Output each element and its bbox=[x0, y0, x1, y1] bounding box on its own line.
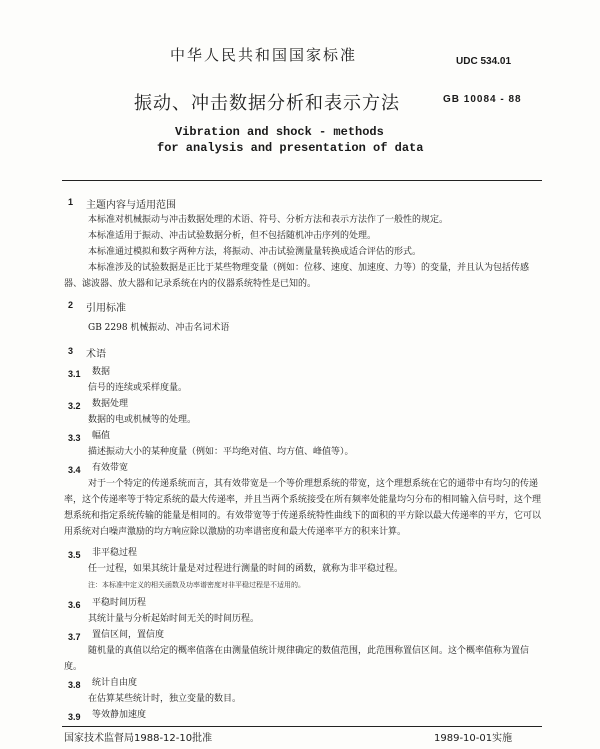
definition: 随机量的真值以给定的概率值落在由测量值统计规律确定的数值范围，此范围称置信区间。这个概率值称为置信度。 bbox=[64, 646, 530, 672]
section-number: 3 bbox=[68, 346, 74, 356]
section-number: 1 bbox=[68, 197, 74, 207]
term: 平稳时间历程 bbox=[92, 598, 147, 608]
title-english-line2: for analysis and presentation of data bbox=[157, 141, 424, 155]
term: 数据 bbox=[92, 367, 111, 377]
paragraph: 本标准对机械振动与冲击数据处理的术语、符号、分析方法和表示方法作了一般性的规定。 bbox=[88, 215, 449, 225]
definition: 在估算某些统计时，独立变量的数目。 bbox=[88, 694, 242, 704]
title-chinese: 振动、冲击数据分析和表示方法 bbox=[134, 93, 400, 114]
term-number: 3.5 bbox=[68, 550, 81, 560]
term: 非平稳过程 bbox=[92, 548, 138, 558]
term-number: 3.6 bbox=[68, 600, 81, 610]
term-number: 3.4 bbox=[68, 465, 81, 475]
term: 有效带宽 bbox=[92, 463, 129, 473]
term-number: 3.3 bbox=[68, 433, 81, 443]
definition: 描述振动大小的某种度量（例如：平均绝对值、均方值、峰值等）。 bbox=[88, 447, 354, 457]
term: 数据处理 bbox=[92, 399, 129, 409]
udc-number: UDC 534.01 bbox=[456, 56, 512, 67]
term: 幅值 bbox=[92, 431, 111, 441]
implementation-date: 1989-10-01实施 bbox=[434, 733, 513, 744]
definition: 任一过程，如果其统计量是对过程进行测量的时间的函数，就称为非平稳过程。 bbox=[88, 564, 404, 574]
section-title: 引用标准 bbox=[86, 303, 126, 314]
term-number: 3.7 bbox=[68, 632, 81, 642]
definition: 信号的连续或采样度量。 bbox=[88, 383, 188, 393]
title-english-line1: Vibration and shock - methods bbox=[175, 125, 384, 139]
gb-number: GB 10084 - 88 bbox=[443, 94, 522, 105]
paragraph: 本标准通过模拟和数字两种方法，将振动、冲击试验测量量转换成适合评估的形式。 bbox=[88, 247, 422, 257]
standard-name: 中华人民共和国国家标准 bbox=[170, 46, 358, 64]
paragraph: 本标准涉及的试验数据是正比于某些物理变量（例如：位移、速度、加速度、力等）的变量，并且认为包括传感器、滤波器、放大器和记录系统在内的仪器系统特性是已知的。 bbox=[64, 263, 530, 289]
approval-date: 国家技术监督局1988-12-10批准 bbox=[64, 733, 213, 744]
term: 等效静加速度 bbox=[92, 710, 147, 720]
note: 注：本标准中定义的相关函数及功率谱密度对非平稳过程是不适用的。 bbox=[88, 581, 305, 589]
paragraph: 本标准适用于振动、冲击试验数据分析，但不包括随机冲击序列的处理。 bbox=[88, 231, 377, 241]
reference-item: GB 2298 机械振动、冲击名词术语 bbox=[88, 323, 230, 333]
definition: 数据的电或机械等的处理。 bbox=[88, 415, 197, 425]
section-title: 术语 bbox=[86, 349, 106, 360]
section-number: 2 bbox=[68, 300, 74, 310]
term-number: 3.2 bbox=[68, 401, 81, 411]
term: 置信区间，置信度 bbox=[92, 630, 165, 640]
term-number: 3.9 bbox=[68, 712, 81, 722]
term-number: 3.8 bbox=[68, 680, 81, 690]
header-divider bbox=[62, 180, 542, 181]
footer-divider bbox=[62, 726, 542, 727]
definition: 对于一个特定的传递系统而言，其有效带宽是一个等价理想系统的带宽，这个理想系统在它的通带中有均匀的传递率，这个传递率等于特定系统的最大传递率，并且当两个系统接受在所有频率处能量均匀分布的相同输入信号时，这个理想系统和指定系统传输的能量是相同的。有效带宽等于传递系统特性曲线下的面积的平方除以最大传递率的平方，它可以用系统对白噪声激励的均方响应除以激励的功率谱密度和最大传递率平方的积来计算。 bbox=[64, 479, 542, 537]
term-number: 3.1 bbox=[68, 369, 81, 379]
section-title: 主题内容与适用范围 bbox=[86, 200, 176, 211]
term: 统计自由度 bbox=[92, 678, 138, 688]
definition: 其统计量与分析起始时间无关的时间历程。 bbox=[88, 614, 260, 624]
